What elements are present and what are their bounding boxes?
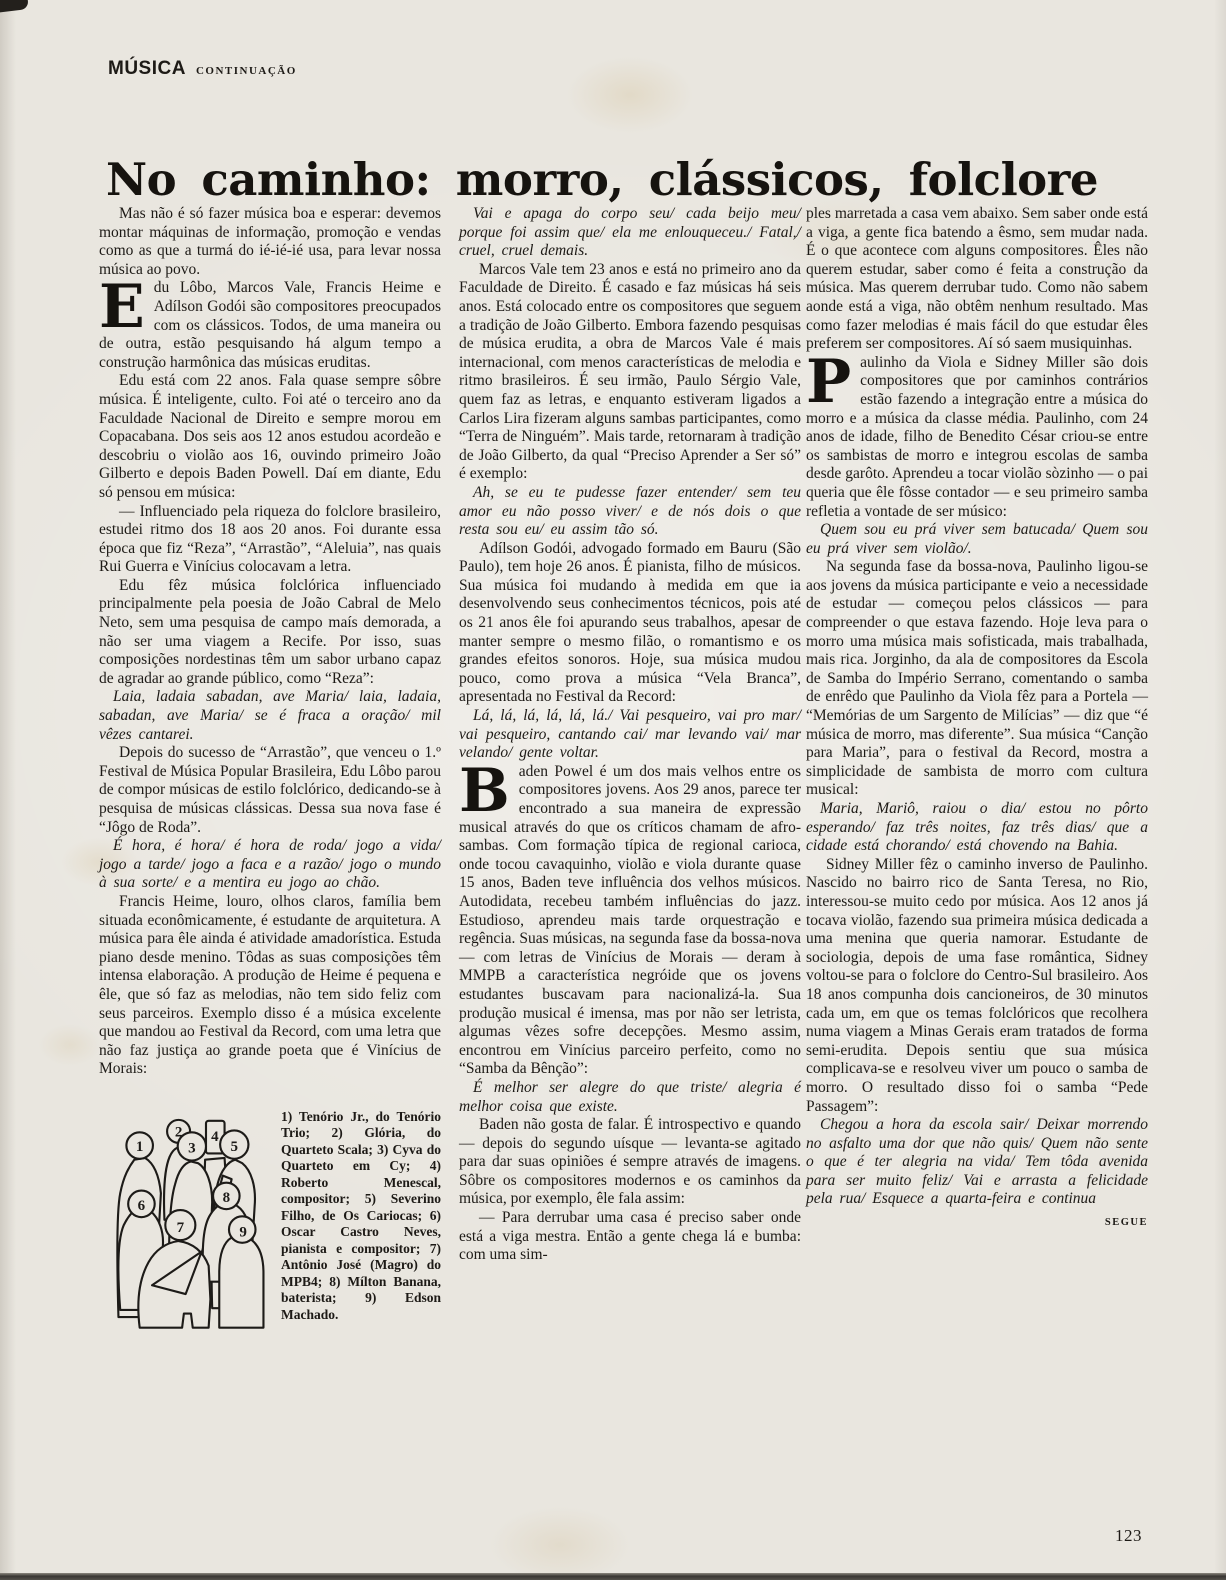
body-paragraph: Marcos Vale tem 23 anos e está no primeiro ano da Faculdade de Direito. É casado e faz músicas há seis anos. Está colocado entre os compositores que seguem a tradição de João Gilberto. Embora fazendo pesquisas de música erudita, a obra de Marcos Vale é mais internacional, com menos características de melodia e ritmo brasileiros. É seu irmão, Paulo Sérgio Vale, quem faz as letras, e enquanto estiveram ligados a Carlos Lira fizeram alguns sambas participantes, como “Terra de Ninguém”. Mais tarde, retornaram à tradição de João Gilberto, da qual “Preciso Aprender a Ser só” é exemplo: (459, 260, 801, 483)
svg-text:2: 2 (174, 1124, 183, 1141)
body-paragraph: Na segunda fase da bossa-nova, Paulinho ligou-se aos jovens da música participante e veio a necessidade de estudar — começou pelos clássicos — para compreender o que estava fazendo. Hoje leva para o morro uma música mais sofisticada, mais trabalhada, mais rica. Jorginho, da ala de compositores da Escola de Samba do Império Serrano, comentando o samba de enrêdo que Paulinho da Viola fêz para a Portela — “Memórias de um Sargento de Milícias” — diz que “é música de morro, mas diferente”. Sua música “Canção para Maria”, para o festival da Record, mostra a simplicidade de sambista de morro com cultura musical: (806, 558, 1148, 799)
svg-text:7: 7 (176, 1220, 185, 1237)
body-paragraph: Depois do sucesso de “Arrastão”, que venceu o 1.º Festival de Música Popular Brasileira, Edu Lôbo parou de compor músicas de estilo folclórico, dedicando-se à pesquisa de músicas clássicas. Dessa sua nova fase é “Jôgo de Roda”. (99, 744, 441, 836)
drop-cap: P (806, 346, 852, 417)
body-paragraph: Adílson Godói, advogado formado em Bauru (São Paulo), tem hoje 26 anos. É pianista, filho de músicos. Sua música foi mudando à medida em que ia desenvolvendo seus conhecimentos técnicos, pois até os 21 anos êle foi apurando seus trabalhos, apesar de manter sempre o mesmo filão, o romantismo e os grandes efeitos sonoros. Hoje, sua música mudou pouco, como prova a música “Vela Branca”, apresentada no Festival da Record: (459, 539, 801, 706)
body-paragraph: Sidney Miller fêz o caminho inverso de Paulinho. Nascido no bairro rico de Santa Teresa, no Rio, interessou-se muito cedo por música. Aos 12 anos já tocava violão, fazendo sua primeira música dedicada a uma menina que queria namorar. Estudante de sociologia, depois de uma fase romântica, Sidney voltou-se para o folclore do Centro-Sul brasileiro. Aos 18 anos compunha dois cancioneiros, de 30 minutos cada um, em que os temas folclóricos que recolhera numa viagem a Minas Gerais eram tratados de forma semi-erudita. Depois sentiu que sua música complicava-se e resolveu viver um pouco o samba de morro. O resultado disso foi o samba “Pede Passagem”: (806, 855, 1148, 1115)
lyric-quote: Ah, se eu te pudesse fazer entender/ sem teu amor eu não posso viver/ e de nós dois o que resta sou eu/ eu assim tão só. (459, 483, 801, 539)
section-sublabel: CONTINUAÇÃO (195, 65, 297, 77)
svg-text:3: 3 (188, 1140, 196, 1157)
body-paragraph: Edu Lôbo, Marcos Vale, Francis Heime e Adílson Godói são compositores preocupados com os clássicos. Todos, de uma maneira ou de outra, estão pesquisando há algum tempo a construção harmônica das músicas eruditas. (99, 272, 441, 371)
scan-corner-mark (0, 0, 29, 13)
lyric-quote: É hora, é hora/ é hora de roda/ jogo a vida/ jogo a tarde/ jogo a faca e a razão/ jogo o mundo à sua sorte/ e a mentira eu jogo ao chão. (99, 837, 441, 892)
continuation-marker: SEGUE (1104, 1217, 1148, 1229)
lyric-quote: Chegou a hora da escola sair/ Deixar morrendo no asfalto uma dor que não quis/ Quem não sente o que é ter alegria na vida/ Tem tôda avenida para ser muito feliz/ Vai e arrasta a felicidade pela rua/ Esquece a quarta-feira e continua SEGUE (806, 1116, 1148, 1209)
section-label: MÚSICA (108, 58, 186, 79)
article-column-2 (459, 205, 801, 1265)
article-column-3 (806, 205, 1148, 1233)
drop-cap: E (99, 272, 145, 343)
scan-bottom-edge (0, 1573, 1226, 1580)
group-outline-illustration (99, 1103, 267, 1341)
body-paragraph: Edu está com 22 anos. Fala quase sempre sôbre música. É inteligente, culto. Foi até o terceiro ano da Faculdade Nacional de Direito e sempre morou em Copacabana. Dos seis aos 12 anos estudou acordeão e descobriu o violão aos 16, ouvindo primeiro João Gilberto e depois Baden Powell. Daí em diante, Edu só pensou em música: (99, 372, 441, 501)
illustration-caption: 1) Tenório Jr., do Tenório Trio; 2) Glória, do Quarteto Scala; 3) Cyva do Quarteto em Cy; 4) Roberto Menescal, compositor; 5) Severino Filho, de Os Cariocas; 6) Oscar Castro Neves, pianista e compositor; 7) Antônio José (Magro) do MPB4; 8) Mílton Banana, baterista; 9) Edson Machado. (281, 1108, 441, 1322)
illustration-block (99, 1103, 441, 1341)
body-paragraph: Paulinho da Viola e Sidney Miller são dois compositores que por caminhos contrários estão fazendo a integração entre a música do morro e a música da classe média. Paulinho, com 24 anos de idade, filho de Benedito César criou-se entre os sambistas de morro e integrou escolas de samba desde garôto. Aprendeu a tocar violão sòzinho — o pai queria que êle fôsse contador — e seu primeiro samba refletia a vontade de ser músico: (806, 346, 1148, 520)
body-paragraph: — Influenciado pela riqueza do folclore brasileiro, estudei ritmo dos 18 aos 20 anos. Foi durante essa época que fiz “Reza”, “Arrastão”, “Aleluia”, nas quais Rui Guerra e Vinícius colocavam a letra. (99, 502, 441, 576)
body-paragraph: Mas não é só fazer música boa e esperar: devemos montar máquinas de informação, promoção e vendas como as que a turmá do ié-ié-ié usa, para levar nossa música ao povo. (99, 205, 441, 278)
body-paragraph: Baden não gosta de falar. É introspectivo e quando — depois do segundo uísque — levanta-se agitado para dar suas opiniões é sempre através de imagens. Sôbre os compositores modernos e os caminhos da música, por exemplo, êle fala assim: (459, 1116, 801, 1208)
article-column-1 (99, 205, 441, 1341)
drop-cap: B (459, 755, 510, 826)
svg-text:1: 1 (135, 1138, 144, 1155)
lyric-quote: É melhor ser alegre do que triste/ alegria é melhor coisa que existe. (459, 1078, 801, 1115)
svg-text:5: 5 (230, 1138, 239, 1155)
lyric-quote: Lá, lá, lá, lá, lá, lá./ Vai pesqueiro, vai pro mar/ vai pesqueiro, cantando cai/ mar levando vai/ mar velando/ gente voltar. (459, 707, 801, 762)
article-title: No caminho: morro, clássicos, folclore (106, 153, 1099, 207)
lyric-quote: Maria, Mariô, raiou o dia/ estou no pôrto esperando/ faz três noites, faz três dias/ que a cidade está chorando/ está chovendo na Bahia. (806, 800, 1148, 855)
svg-text:9: 9 (239, 1224, 247, 1241)
body-paragraph: ples marretada a casa vem abaixo. Sem saber onde está a viga, a gente fica batendo a êsmo, sem mudar nada. É o que acontece com alguns compositores. Êles não querem estudar, saber como é feita a construção da música. Mas querem derrubar tudo. Como não sabem aonde está a viga, não obtêm nenhum resultado. Mas como fazer melodias é mais fácil do que estudar êles preferem ser compositores. Aí só saem musiquinhas. (806, 205, 1148, 353)
svg-text:4: 4 (211, 1129, 219, 1146)
body-paragraph: Baden Powel é um dos mais velhos entre os compositores jovens. Aos 29 anos, parece ter encontrado a sua maneira de expressão musical através do que os críticos chamam de afro-sambas. Com formação típica de regional carioca, onde tocou cavaquinho, violão e viola durante quase 15 anos, Baden teve influência dos velhos músicos. Autodidata, recebeu também influências do jazz. Estudioso, aprendeu mais tarde orquestração e regência. Suas músicas, na segunda fase da bossa-nova — com letras de Vinícius de Morais — deram à MMPB a característica negróide que os jovens estudantes buscavam para nacionalizá-la. Sua produção musical é imensa, mas por não ser letrista, algumas vêzes sofre decepções. Mesmo assim, encontrou em Vinícius parceiro perfeito, como no “Samba da Bênção”: (459, 755, 801, 1078)
body-paragraph: — Para derrubar uma casa é preciso saber onde está a viga mestra. Então a gente chega lá e bumba: com uma sim- (459, 1209, 801, 1264)
body-paragraph: Edu fêz música folclórica influenciado principalmente pela poesia de João Cabral de Melo Neto, sem uma pesquisa de campo maís demorada, a não ser uma viagem a Recife. Por isso, suas composições nordestinas têm um sabor urbano capaz de agradar ao grande público, como “Reza”: (99, 576, 441, 687)
lyric-quote: Quem sou eu prá viver sem batucada/ Quem sou eu prá viver sem violão/. (806, 521, 1148, 557)
lyric-quote: Vai e apaga do corpo seu/ cada beijo meu/ porque foi assim que/ ela me enlouqueceu./ Fatal,/ cruel, cruel demais. (459, 205, 801, 260)
section-kicker (108, 58, 297, 80)
svg-text:6: 6 (137, 1197, 146, 1214)
body-paragraph: Francis Heime, louro, olhos claros, família bem situada econômicamente, é estudante de arquitetura. A música para êle ainda é atividade amadorística. Estuda piano desde menino. Tôdas as suas composições têm intensa elaboração. A produção de Heime é pequena e êle, que só faz as melodias, não tem sido feliz com seus parceiros. Exemplo disso é a música excelente que mandou ao Festival da Record, com uma letra que não faz justiça ao grande poeta que é Vinícius de Morais: (99, 892, 441, 1078)
svg-text:8: 8 (222, 1190, 231, 1207)
page-number: 123 (1115, 1526, 1142, 1545)
lyric-quote: Laia, ladaia sabadan, ave Maria/ laia, ladaia, sabadan, ave Maria/ se é fraca a oração/ mil vêzes cantarei. (99, 688, 441, 743)
